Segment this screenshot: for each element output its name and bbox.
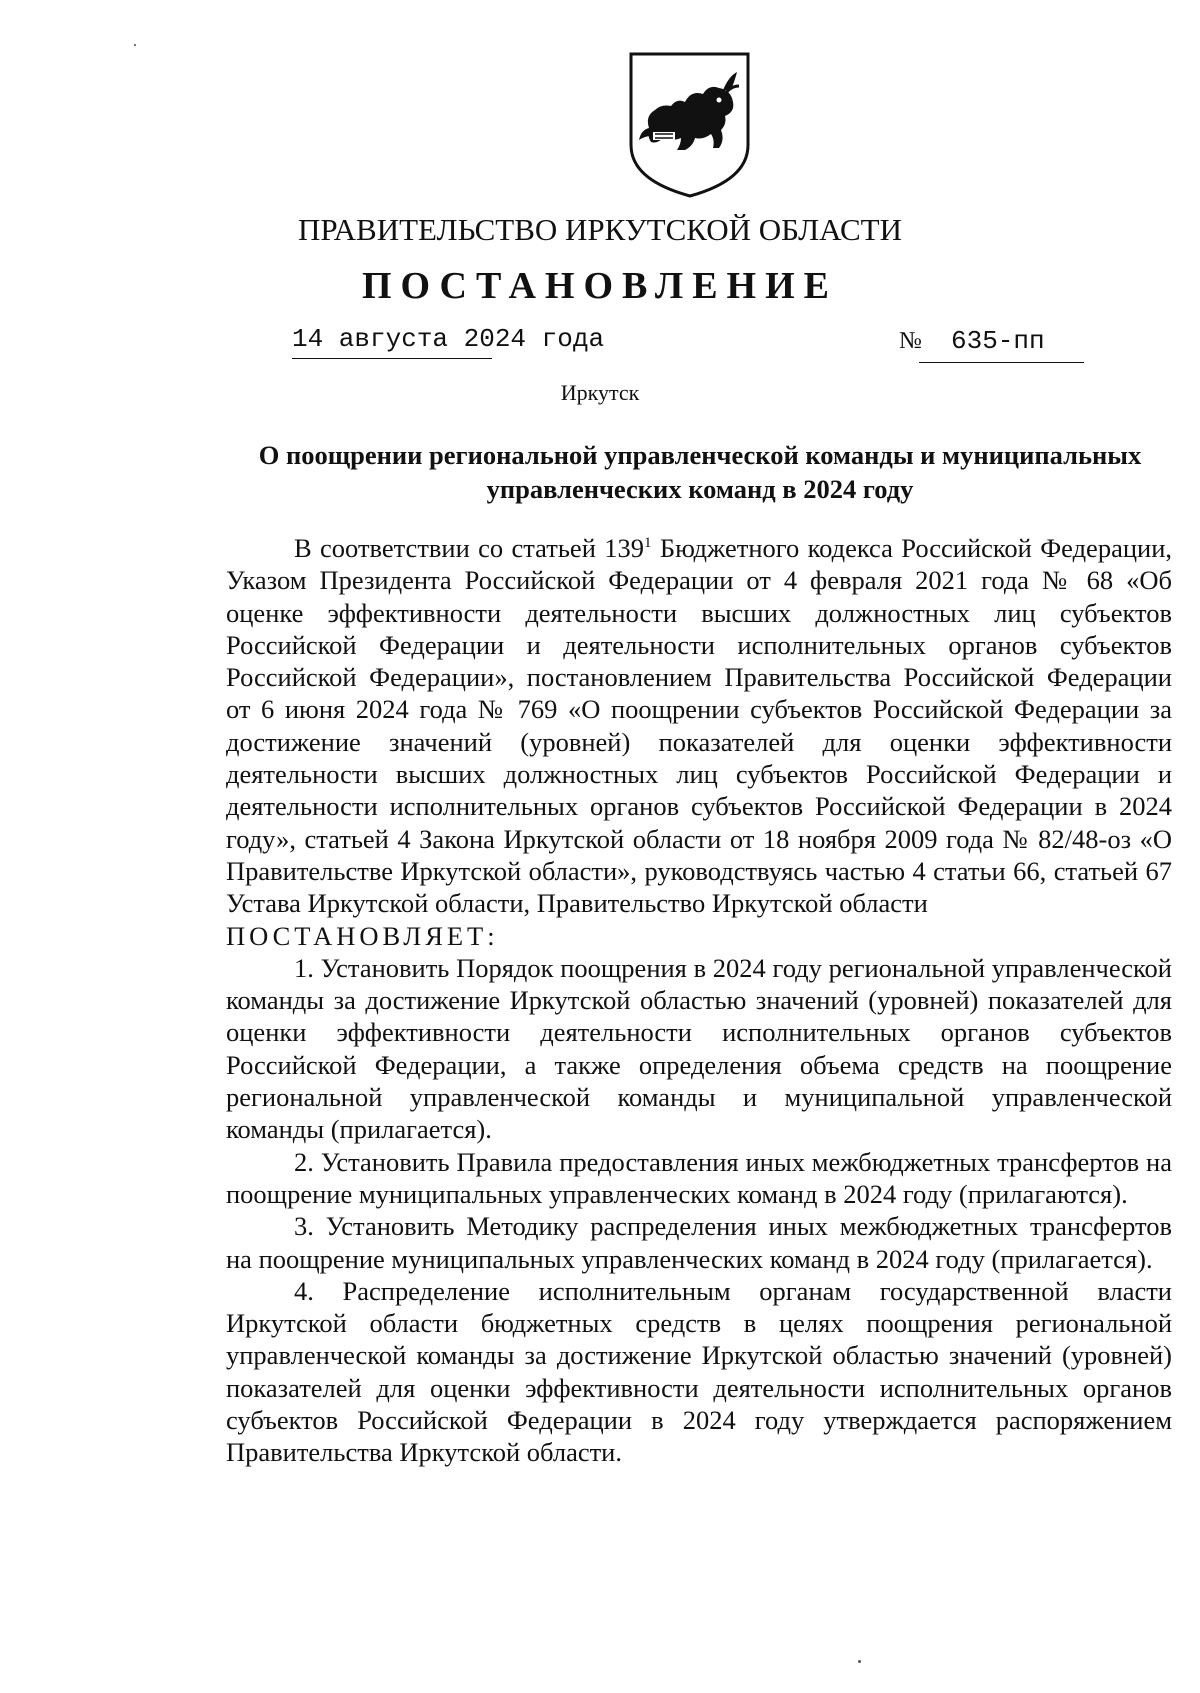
preamble-start: В соответствии со статьей 139 bbox=[294, 533, 644, 563]
preamble-rest: Бюджетного кодекса Российской Федерации, Указом Президента Российской Федерации от 4 февраля 2021 года № 68 «Об оценке эффективности деятельности высших должностных лиц субъектов Российской Федерации и деятельности исполнительных органов субъектов Российской Федерации», постановлением Правительства Российской Федерации от 6 июня 2024 года № 769 «О поощрении субъектов Российской Федерации за достижение значений (уровней) показателей для оценки эффективности деятельности высших должностных лиц субъектов Российской Федерации и деятельности исполнительных органов субъектов Российской Федерации в 2024 году», статьей 4 Закона Иркутской области от 18 ноября 2009 года № 82/48-оз «О Правительстве Иркутской области», руководствуясь частью 4 статьи 66, статьей 67 Устава Иркутской области, Правительство Иркутской области bbox=[226, 533, 1173, 919]
date-underline bbox=[292, 358, 492, 359]
document-date: 14 августа 2024 года bbox=[292, 324, 605, 354]
number-label: № bbox=[899, 328, 922, 354]
resolution-item-1: 1. Установить Порядок поощрения в 2024 году региональной управленческой команды за достижение Иркутской областью значений (уровней) показателей для оценки эффективности деятельности исполнительных органов субъектов Российской Федерации, а также определения объема средств на поощрение региональной управленческой команды и муниципальной управленческой команды (прилагается). bbox=[226, 952, 1172, 1145]
article-superscript: 1 bbox=[644, 535, 652, 552]
coat-of-arms-emblem bbox=[627, 50, 752, 200]
document-body bbox=[226, 532, 1172, 1469]
scan-speck bbox=[134, 44, 136, 46]
document-number: 635-пп bbox=[951, 326, 1045, 356]
preamble-paragraph bbox=[226, 532, 1172, 920]
document-subject: О поощрении региональной управленческой команды и муниципальных управленческих команд в 2024 году bbox=[258, 440, 1142, 504]
resolution-item-3: 3. Установить Методику распределения иных межбюджетных трансфертов на поощрение муниципальных управленческих команд в 2024 году (прилагается). bbox=[226, 1211, 1172, 1274]
organization-title: ПРАВИТЕЛЬСТВО ИРКУТСКОЙ ОБЛАСТИ bbox=[297, 212, 902, 247]
document-type-heading: ПОСТАНОВЛЕНИЕ bbox=[361, 265, 839, 307]
resolves-heading: ПОСТАНОВЛЯЕТ: bbox=[226, 920, 499, 951]
resolution-item-2: 2. Установить Правила предоставления иных межбюджетных трансфертов на поощрение муниципальных управленческих команд в 2024 году (прилагаются). bbox=[226, 1146, 1172, 1209]
resolution-item-4: 4. Распределение исполнительным органам государственной власти Иркутской области бюджетных средств в целях поощрения региональной управленческой команды за достижение Иркутской областью значений (уровней) показателей для оценки эффективности деятельности исполнительных органов субъектов Российской Федерации в 2024 году утверждается распоряжением Правительства Иркутской области. bbox=[226, 1275, 1172, 1468]
number-underline bbox=[919, 362, 1084, 363]
city-name: Иркутск bbox=[560, 380, 640, 405]
scan-dot bbox=[858, 1660, 861, 1663]
